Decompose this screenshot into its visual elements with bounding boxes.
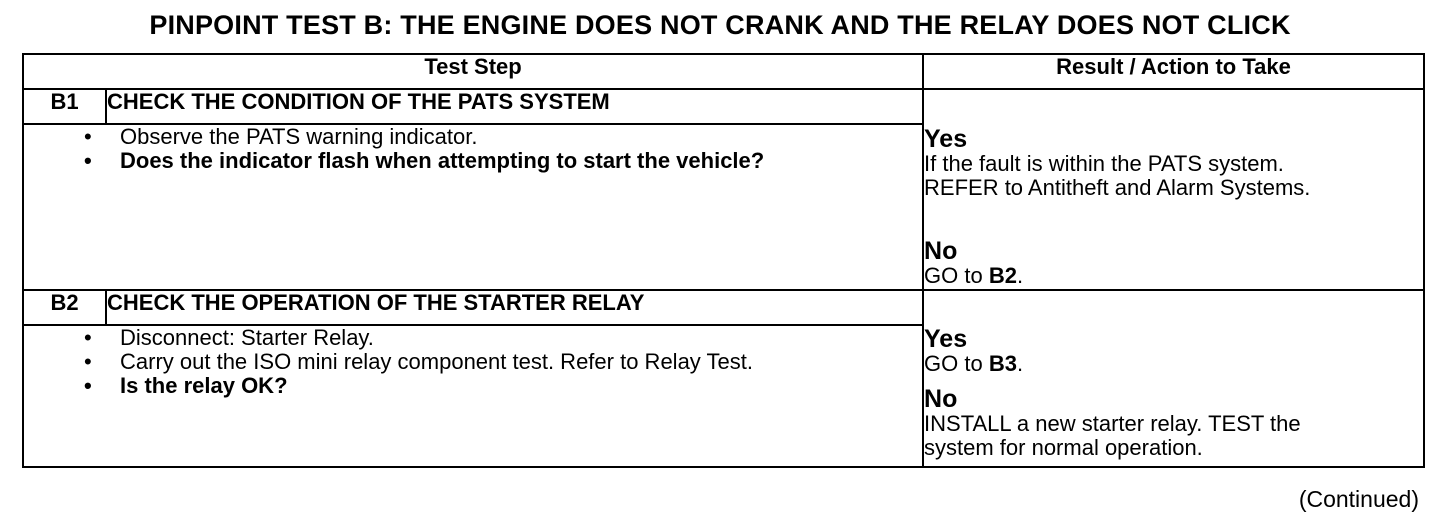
bullet-icon: • xyxy=(84,148,92,173)
step-id-b1: B1 xyxy=(23,89,106,124)
step-row-b1 xyxy=(23,89,1424,124)
instruction-list xyxy=(24,125,922,173)
result-text: INSTALL a new starter relay. TEST the xyxy=(924,411,1301,436)
step-reference: B3 xyxy=(988,351,1017,376)
result-no-b2 xyxy=(924,386,1423,460)
instruction-text: Is the relay OK? xyxy=(120,373,288,398)
instruction-question xyxy=(84,373,820,398)
result-no-b1 xyxy=(924,238,1423,288)
result-text: system for normal operation. xyxy=(924,435,1203,460)
step-body-b1 xyxy=(23,124,923,290)
bullet-icon: • xyxy=(84,373,92,398)
result-suffix: . xyxy=(1016,351,1024,376)
instruction-text: Does the indicator flash when attempting to start the vehicle? xyxy=(120,148,765,173)
result-text: REFER to Antitheft and Alarm Systems. xyxy=(924,175,1311,200)
result-label: Yes xyxy=(924,325,968,353)
instruction-question xyxy=(84,148,820,173)
instruction-text: Carry out the ISO mini relay component test. Refer to Relay Test. xyxy=(120,349,753,374)
instruction-list xyxy=(24,326,922,398)
result-cell-b2 xyxy=(923,290,1424,467)
result-cell-b1 xyxy=(923,89,1424,290)
result-text: If the fault is within the PATS system. xyxy=(924,151,1284,176)
bullet-icon: • xyxy=(84,349,92,374)
result-text xyxy=(924,352,1423,376)
result-prefix: GO to xyxy=(924,351,989,376)
result-prefix: GO to xyxy=(924,263,989,288)
result-label: No xyxy=(924,385,958,413)
step-title-b1: CHECK THE CONDITION OF THE PATS SYSTEM xyxy=(106,89,923,124)
result-suffix: . xyxy=(1016,263,1024,288)
result-label: No xyxy=(924,237,958,265)
header-result: Result / Action to Take xyxy=(923,54,1424,89)
result-yes-b2 xyxy=(924,326,1423,376)
result-text xyxy=(924,264,1423,288)
bullet-icon: • xyxy=(84,124,92,149)
pinpoint-test-table xyxy=(22,53,1425,468)
instruction-item xyxy=(84,349,820,374)
bullet-icon: • xyxy=(84,325,92,350)
instruction-item xyxy=(84,124,820,149)
page-title: PINPOINT TEST B: THE ENGINE DOES NOT CRANK AND THE RELAY DOES NOT CLICK xyxy=(149,10,1291,40)
instruction-text: Observe the PATS warning indicator. xyxy=(120,124,478,149)
result-label: Yes xyxy=(924,125,968,153)
step-row-b2 xyxy=(23,290,1424,325)
step-body-b2 xyxy=(23,325,923,467)
instruction-item xyxy=(84,325,820,350)
step-title-b2: CHECK THE OPERATION OF THE STARTER RELAY xyxy=(106,290,923,325)
continued-note: (Continued) xyxy=(1298,486,1419,512)
step-reference: B2 xyxy=(988,263,1017,288)
table-header-row xyxy=(23,54,1424,89)
step-id-b2: B2 xyxy=(23,290,106,325)
instruction-text: Disconnect: Starter Relay. xyxy=(120,325,374,350)
header-test-step: Test Step xyxy=(23,54,923,89)
result-yes-b1 xyxy=(924,126,1423,200)
